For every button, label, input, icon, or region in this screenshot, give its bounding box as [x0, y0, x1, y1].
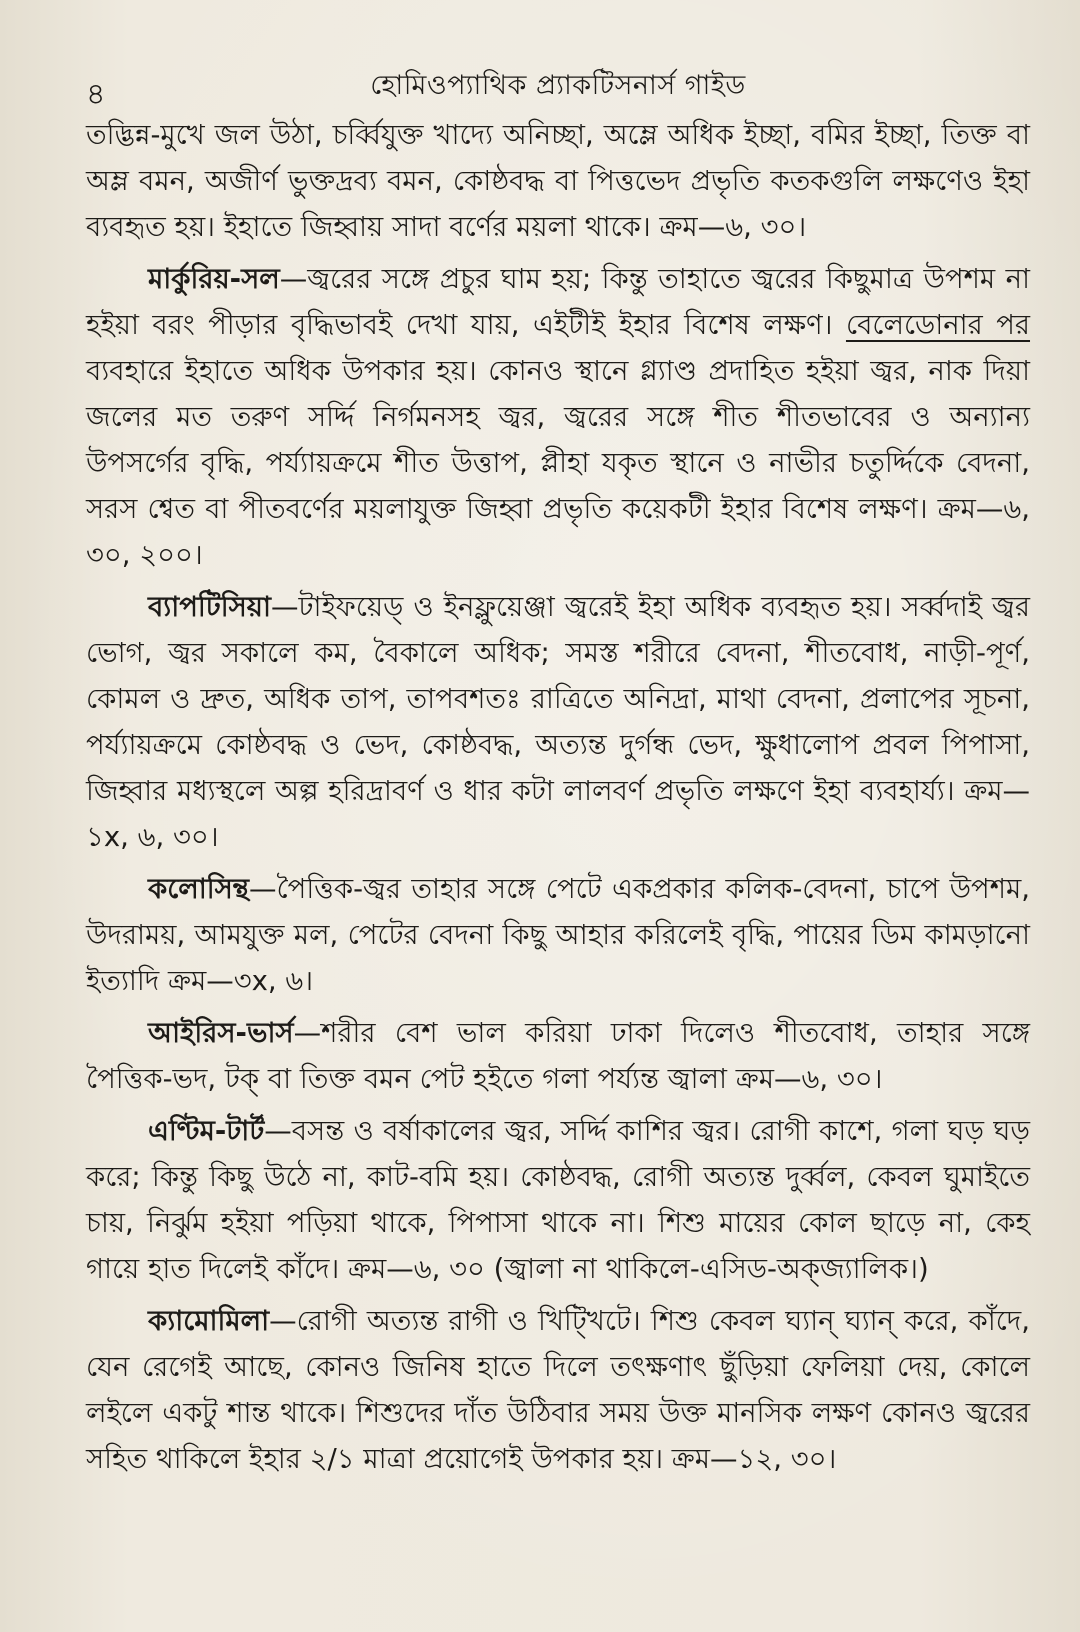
running-title: হোমিওপ্যাথিক প্র্যাকটিসনার্স গাইড: [370, 69, 746, 101]
remedy-name: কলোসিন্থ: [148, 873, 250, 905]
page-number: ৪: [86, 77, 106, 112]
remedy-name: এণ্টিম-টার্ট: [148, 1115, 265, 1147]
remedy-name: মার্কুরিয়-সল: [148, 263, 280, 295]
entry-colocynth: [86, 866, 1030, 1004]
remedy-name: আইরিস-ভার্স: [148, 1017, 294, 1049]
entry-iris-vers: [86, 1010, 1030, 1102]
paragraph-text-continued: ব্যবহারে ইহাতে অধিক উপকার হয়। কোনও স্থানে গ্ল্যাণ্ড প্রদাহিত হইয়া জ্বর, নাক দিয়া জলের মত তরুণ সর্দ্দি নির্গমনসহ জ্বর, জ্বরের সঙ্গে শীত শীতভাবের ও অন্যান্য উপসর্গের বৃদ্ধি, পর্য্যায়ক্রমে শীত উত্তাপ, প্লীহা যকৃত স্থানে ও নাভীর চতুর্দ্দিকে বেদনা, সরস শ্বেত বা পীতবর্ণের ময়লাযুক্ত জিহ্বা প্রভৃতি কয়েকটী ইহার বিশেষ লক্ষণ। ক্রম—৬, ৩০, ২০০।: [86, 355, 1030, 571]
paragraph-text: —শরীর বেশ ভাল করিয়া ঢাকা দিলেও শীতবোধ, তাহার সঙ্গে পৈত্তিক-ভদ, টক্ বা তিক্ত বমন পেট হইতে গলা পর্য্যন্ত জ্বালা ক্রম—৬, ৩০।: [86, 1017, 1030, 1095]
paragraph-text: —টাইফয়েড্ ও ইনফ্লুয়েঞ্জা জ্বরেই ইহা অধিক ব্যবহৃত হয়। সর্ব্বদাই জ্বর ভোগ, জ্বর সকালে কম, বৈকালে অধিক; সমস্ত শরীরে বেদনা, শীতবোধ, নাড়ী-পূর্ণ, কোমল ও দ্রুত, অধিক তাপ, তাপবশতঃ রাত্রিতে অনিদ্রা, মাথা বেদনা, প্রলাপের সূচনা, পর্য্যায়ক্রমে কোষ্ঠবদ্ধ ও ভেদ, কোষ্ঠবদ্ধ, অত্যন্ত দুর্গন্ধ ভেদ, ক্ষুধালোপ প্রবল পিপাসা, জিহ্বার মধ্যস্থলে অল্প হরিদ্রাবর্ণ ও ধার কটা লালবর্ণ প্রভৃতি লক্ষণে ইহা ব্যবহার্য্য। ক্রম—১x, ৬, ৩০।: [86, 591, 1030, 853]
entry-antim-tart: [86, 1108, 1030, 1292]
paragraph-continuation: [86, 112, 1030, 250]
page-header: [86, 62, 1030, 112]
paragraph-text: —জ্বরের সঙ্গে প্রচুর ঘাম হয়; কিন্তু তাহাতে জ্বরের কিছুমাত্র উপশম না হইয়া বরং পীড়ার বৃদ্ধিভাবই দেখা যায়, এইটীই ইহার বিশেষ লক্ষণ।: [86, 263, 1030, 341]
remedy-name: ব্যাপটিসিয়া: [148, 591, 271, 623]
entry-chamomilla: [86, 1298, 1030, 1482]
underlined-phrase: বেলেডোনার পর: [845, 309, 1031, 341]
entry-baptisia: [86, 584, 1030, 860]
paragraph-text: তদ্ভিন্ন-মুখে জল উঠা, চর্ব্বিযুক্ত খাদ্যে অনিচ্ছা, অম্লে অধিক ইচ্ছা, বমির ইচ্ছা, তিক্ত বা অম্ল বমন, অজীর্ণ ভুক্তদ্রব্য বমন, কোষ্ঠবদ্ধ বা পিত্তভেদ প্রভৃতি কতকগুলি লক্ষণেও ইহা ব্যবহৃত হয়। ইহাতে জিহ্বায় সাদা বর্ণের ময়লা থাকে। ক্রম—৬, ৩০।: [86, 119, 1030, 243]
body-text: [86, 112, 1030, 1482]
paragraph-text: —পৈত্তিক-জ্বর তাহার সঙ্গে পেটে একপ্রকার কলিক-বেদনা, চাপে উপশম, উদরাময়, আমযুক্ত মল, পেটের বেদনা কিছু আহার করিলেই বৃদ্ধি, পায়ের ডিম কামড়ানো ইত্যাদি ক্রম—৩x, ৬।: [86, 873, 1030, 997]
paragraph-text: —বসন্ত ও বর্ষাকালের জ্বর, সর্দ্দি কাশির জ্বর। রোগী কাশে, গলা ঘড় ঘড় করে; কিন্তু কিছু উঠে না, কাট-বমি হয়। কোষ্ঠবদ্ধ, রোগী অত্যন্ত দুর্ব্বল, কেবল ঘুমাইতে চায়, নির্ঝুম হইয়া পড়িয়া থাকে, পিপাসা থাকে না। শিশু মায়ের কোল ছাড়ে না, কেহ গায়ে হাত দিলেই কাঁদে। ক্রম—৬, ৩০ (জ্বালা না থাকিলে-এসিড-অক্জ্যালিক।): [86, 1115, 1030, 1285]
remedy-name: ক্যামোমিলা: [148, 1305, 270, 1337]
entry-mercurius-sol: [86, 256, 1030, 578]
paragraph-text: —রোগী অত্যন্ত রাগী ও খিট্খিটে। শিশু কেবল ঘ্যান্ ঘ্যান্ করে, কাঁদে, যেন রেগেই আছে, কোনও জিনিষ হাতে দিলে তৎক্ষণাৎ ছুঁড়িয়া ফেলিয়া দেয়, কোলে লইলে একটু শান্ত থাকে। শিশুদের দাঁত উঠিবার সময় উক্ত মানসিক লক্ষণ কোনও জ্বরের সহিত থাকিলে ইহার ২/১ মাত্রা প্রয়োগেই উপকার হয়। ক্রম—১২, ৩০।: [86, 1305, 1030, 1475]
